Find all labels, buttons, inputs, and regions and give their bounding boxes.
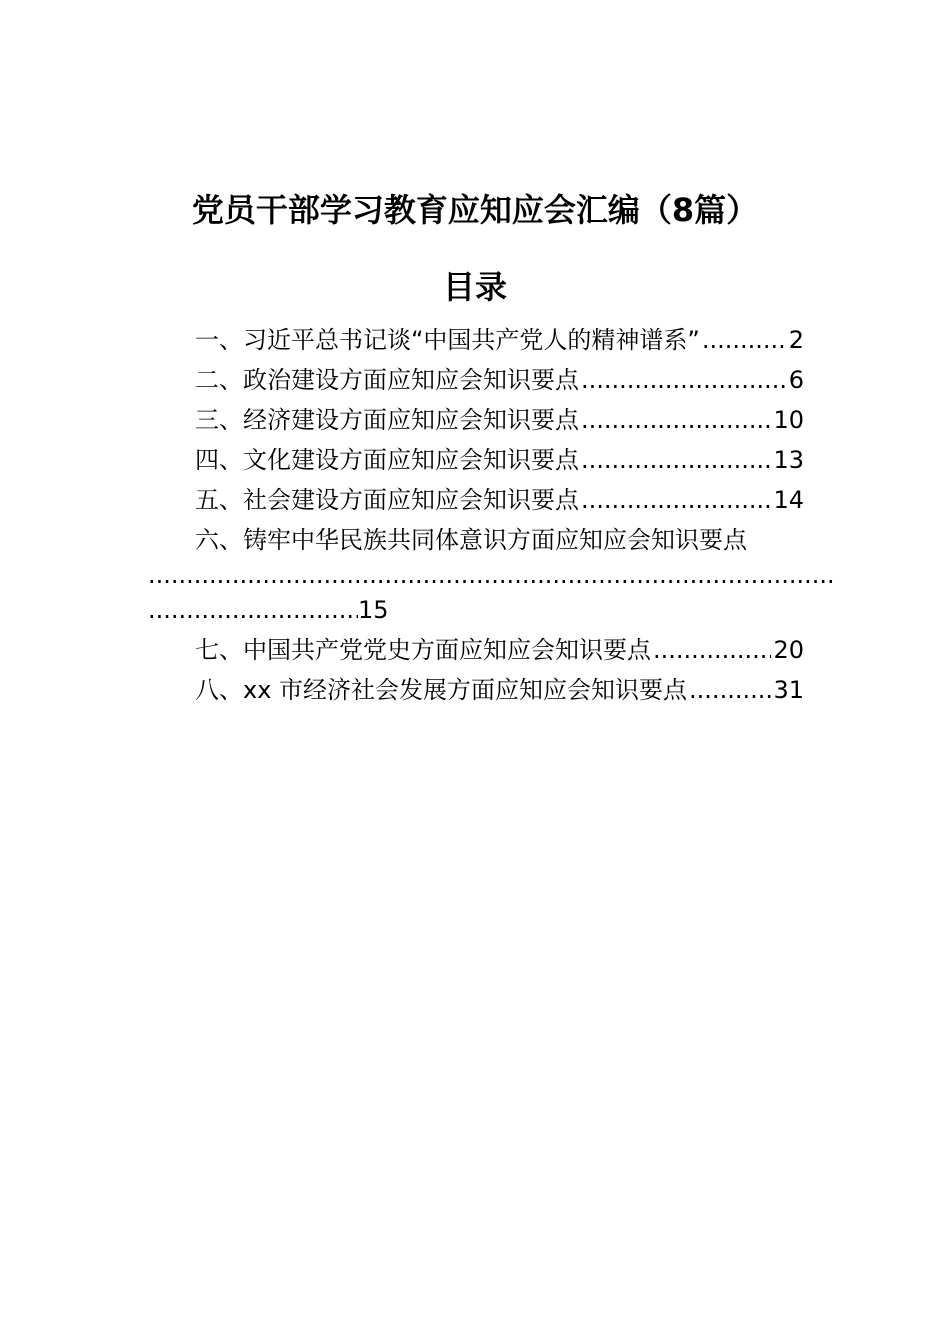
toc-page-number: 2 <box>788 326 804 354</box>
toc-heading: 目录 <box>442 268 507 306</box>
toc-leader-dots <box>581 440 771 480</box>
toc-entry[interactable] <box>148 670 804 710</box>
toc-page-number: 14 <box>773 486 804 514</box>
toc-leader-dots <box>702 320 787 360</box>
toc-entry-title: 三、经济建设方面应知应会知识要点 <box>195 406 579 434</box>
toc-leader-dots <box>653 630 771 670</box>
toc-leader-dots <box>148 590 358 630</box>
toc-leader-dots <box>581 400 771 440</box>
toc-entry[interactable] <box>148 630 804 670</box>
toc-entry[interactable] <box>148 320 804 360</box>
toc-entry[interactable] <box>148 400 804 440</box>
toc-page-number: 6 <box>788 366 804 394</box>
toc-leader-dots <box>148 560 836 590</box>
toc-page-number: 31 <box>773 676 804 704</box>
toc-leader-dots <box>689 670 771 710</box>
toc-entry-title: 四、文化建设方面应知应会知识要点 <box>195 446 579 474</box>
toc-page-number: 13 <box>773 446 804 474</box>
toc-page-number: 20 <box>773 636 804 664</box>
toc-entry[interactable] <box>148 520 804 630</box>
toc-page-number: 10 <box>773 406 804 434</box>
toc-page-number: 15 <box>358 596 389 624</box>
toc-entry-title: 八、xx 市经济社会发展方面应知应会知识要点 <box>195 676 688 704</box>
toc-entry-title: 六、铸牢中华民族共同体意识方面应知应会知识要点 <box>195 526 747 554</box>
toc-entry[interactable] <box>148 480 804 520</box>
document-title: 党员干部学习教育应知应会汇编（8篇） <box>191 191 759 229</box>
toc-entry-title: 七、中国共产党党史方面应知应会知识要点 <box>195 636 651 664</box>
toc-leader-dots <box>581 480 771 520</box>
toc-entry-title: 二、政治建设方面应知应会知识要点 <box>195 366 579 394</box>
toc-entry-first-line <box>148 520 804 560</box>
toc-entry[interactable] <box>148 360 804 400</box>
toc-leader-dots <box>581 360 787 400</box>
toc-entry-title: 五、社会建设方面应知应会知识要点 <box>195 486 579 514</box>
toc-entry-title: 一、习近平总书记谈“中国共产党人的精神谱系” <box>195 326 700 354</box>
toc-entry[interactable] <box>148 440 804 480</box>
toc-entry-last-line <box>148 590 804 630</box>
table-of-contents <box>148 320 804 710</box>
